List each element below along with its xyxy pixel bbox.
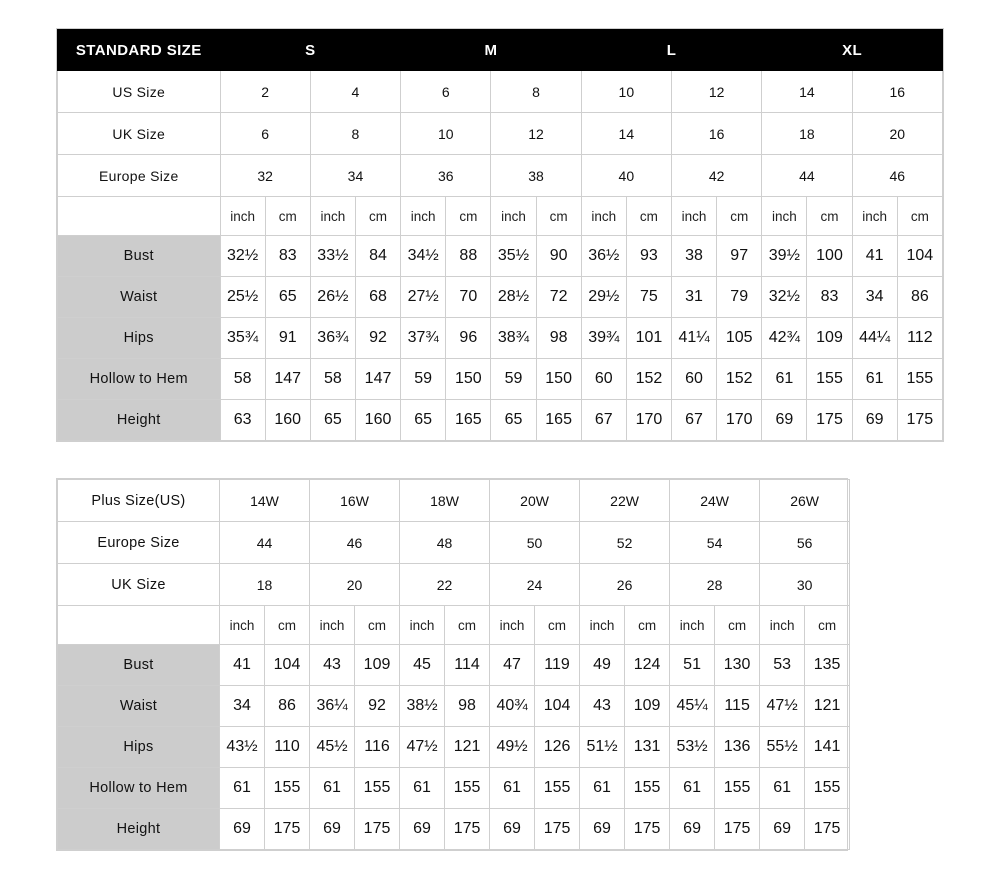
row-label-plus-size-us: Plus Size(US) (58, 480, 220, 522)
unit-row (58, 197, 943, 236)
cell: 44 (762, 155, 852, 197)
unit-cell: inch (220, 197, 265, 236)
plus-size-grid (57, 479, 850, 850)
unit-cell: cm (897, 197, 942, 236)
cell: 121 (445, 727, 490, 768)
cell: 36¼ (310, 686, 355, 727)
cell: 2 (220, 71, 310, 113)
unit-row-label (58, 606, 220, 645)
cell: 59 (491, 359, 536, 400)
cell: 175 (805, 809, 850, 850)
cell: 18W (400, 480, 490, 522)
unit-cell: cm (715, 606, 760, 645)
cell: 92 (355, 318, 400, 359)
cell: 22W (580, 480, 670, 522)
cell: 155 (535, 768, 580, 809)
table-row (58, 277, 943, 318)
cell: 37¾ (401, 318, 446, 359)
table-row (58, 480, 850, 522)
cell: 10 (401, 113, 491, 155)
cell: 130 (715, 645, 760, 686)
cell: 24 (490, 564, 580, 606)
cell: 49 (580, 645, 625, 686)
standard-title: STANDARD SIZE (58, 30, 221, 71)
cell: 46 (310, 522, 400, 564)
cell: 28 (670, 564, 760, 606)
cell: 58 (310, 359, 355, 400)
cell: 29½ (581, 277, 626, 318)
cell: 165 (536, 400, 581, 441)
cell: 16 (852, 71, 942, 113)
cell: 18 (220, 564, 310, 606)
cell: 47½ (760, 686, 805, 727)
cell: 69 (760, 809, 805, 850)
cell: 147 (355, 359, 400, 400)
cell: 36 (401, 155, 491, 197)
cell: 46 (852, 155, 942, 197)
cell: 67 (581, 400, 626, 441)
cell: 61 (852, 359, 897, 400)
cell: 69 (762, 400, 807, 441)
cell: 53½ (670, 727, 715, 768)
cell: 65 (265, 277, 310, 318)
cell: 34 (852, 277, 897, 318)
cell: 68 (355, 277, 400, 318)
cell: 155 (625, 768, 670, 809)
cell: 60 (671, 359, 716, 400)
unit-cell: inch (310, 606, 355, 645)
cell: 45¼ (670, 686, 715, 727)
row-label-hips-plus: Hips (58, 727, 220, 768)
cell: 97 (717, 236, 762, 277)
cell: 124 (625, 645, 670, 686)
row-label-uk-size-plus: UK Size (58, 564, 220, 606)
cell: 58 (220, 359, 265, 400)
unit-cell: inch (310, 197, 355, 236)
cell: 150 (446, 359, 491, 400)
cell: 53 (760, 645, 805, 686)
cell: 6 (220, 113, 310, 155)
cell: 26½ (310, 277, 355, 318)
unit-cell: inch (491, 197, 536, 236)
cell: 67 (671, 400, 716, 441)
cell: 175 (807, 400, 852, 441)
size-group-l: L (581, 30, 762, 71)
row-label-bust: Bust (58, 236, 221, 277)
cell: 69 (852, 400, 897, 441)
cell: 84 (355, 236, 400, 277)
cell: 155 (715, 768, 760, 809)
unit-cell: cm (717, 197, 762, 236)
cell: 135 (805, 645, 850, 686)
cell: 109 (625, 686, 670, 727)
row-label-hollow-to-hem-plus: Hollow to Hem (58, 768, 220, 809)
cell: 160 (355, 400, 400, 441)
cell: 109 (807, 318, 852, 359)
cell: 105 (717, 318, 762, 359)
cell: 61 (310, 768, 355, 809)
cell: 32 (220, 155, 310, 197)
cell: 136 (715, 727, 760, 768)
cell: 170 (717, 400, 762, 441)
unit-cell: cm (807, 197, 852, 236)
cell: 20 (852, 113, 942, 155)
cell: 83 (265, 236, 310, 277)
size-group-m: M (401, 30, 582, 71)
cell: 175 (625, 809, 670, 850)
unit-row (58, 606, 850, 645)
cell: 41¼ (671, 318, 716, 359)
cell: 26 (580, 564, 670, 606)
cell: 175 (355, 809, 400, 850)
cell: 83 (807, 277, 852, 318)
unit-cell: inch (670, 606, 715, 645)
row-label-europe-size: Europe Size (58, 155, 221, 197)
cell: 119 (535, 645, 580, 686)
cell: 61 (490, 768, 535, 809)
cell: 90 (536, 236, 581, 277)
cell: 25½ (220, 277, 265, 318)
row-label-hips: Hips (58, 318, 221, 359)
cell: 69 (580, 809, 625, 850)
cell: 104 (897, 236, 942, 277)
cell: 69 (310, 809, 355, 850)
cell: 40 (581, 155, 671, 197)
cell: 88 (446, 236, 491, 277)
unit-cell: inch (401, 197, 446, 236)
cell: 36½ (581, 236, 626, 277)
cell: 10 (581, 71, 671, 113)
row-label-height: Height (58, 400, 221, 441)
cell: 69 (400, 809, 445, 850)
table-row (58, 71, 943, 113)
cell: 70 (446, 277, 491, 318)
cell: 14 (581, 113, 671, 155)
cell: 92 (355, 686, 400, 727)
cell: 109 (355, 645, 400, 686)
cell: 30 (760, 564, 850, 606)
cell: 6 (401, 71, 491, 113)
cell: 63 (220, 400, 265, 441)
cell: 12 (671, 71, 761, 113)
size-group-xl: XL (762, 30, 943, 71)
unit-cell: cm (445, 606, 490, 645)
cell: 110 (265, 727, 310, 768)
cell: 45 (400, 645, 445, 686)
cell: 131 (625, 727, 670, 768)
cell: 79 (717, 277, 762, 318)
cell: 96 (446, 318, 491, 359)
cell: 69 (490, 809, 535, 850)
cell: 165 (446, 400, 491, 441)
unit-cell: cm (265, 197, 310, 236)
cell: 54 (670, 522, 760, 564)
cell: 86 (265, 686, 310, 727)
cell: 101 (626, 318, 671, 359)
cell: 40¾ (490, 686, 535, 727)
table-row (58, 809, 850, 850)
cell: 152 (626, 359, 671, 400)
cell: 69 (220, 809, 265, 850)
cell: 32½ (220, 236, 265, 277)
row-label-hollow-to-hem: Hollow to Hem (58, 359, 221, 400)
cell: 104 (535, 686, 580, 727)
cell: 32½ (762, 277, 807, 318)
row-label-europe-size-plus: Europe Size (58, 522, 220, 564)
cell: 43 (310, 645, 355, 686)
cell: 155 (445, 768, 490, 809)
standard-size-grid (57, 29, 943, 441)
table-row (58, 359, 943, 400)
cell: 160 (265, 400, 310, 441)
cell: 61 (760, 768, 805, 809)
cell: 42¾ (762, 318, 807, 359)
cell: 155 (897, 359, 942, 400)
cell: 170 (626, 400, 671, 441)
cell: 65 (401, 400, 446, 441)
standard-header-row (58, 30, 943, 71)
cell: 104 (265, 645, 310, 686)
table-row (58, 113, 943, 155)
cell: 34 (310, 155, 400, 197)
table-row (58, 236, 943, 277)
cell: 39¾ (581, 318, 626, 359)
cell: 8 (310, 113, 400, 155)
row-label-waist: Waist (58, 277, 221, 318)
cell: 86 (897, 277, 942, 318)
unit-cell: inch (762, 197, 807, 236)
cell: 93 (626, 236, 671, 277)
cell: 121 (805, 686, 850, 727)
cell: 39½ (762, 236, 807, 277)
table-row (58, 318, 943, 359)
cell: 42 (671, 155, 761, 197)
cell: 98 (445, 686, 490, 727)
cell: 126 (535, 727, 580, 768)
cell: 98 (536, 318, 581, 359)
standard-size-table (56, 28, 944, 442)
cell: 49½ (490, 727, 535, 768)
cell: 16 (671, 113, 761, 155)
cell: 50 (490, 522, 580, 564)
unit-cell: cm (625, 606, 670, 645)
cell: 155 (805, 768, 850, 809)
cell: 41 (852, 236, 897, 277)
cell: 150 (536, 359, 581, 400)
cell: 14 (762, 71, 852, 113)
table-row (58, 522, 850, 564)
cell: 61 (220, 768, 265, 809)
cell: 75 (626, 277, 671, 318)
unit-cell: cm (805, 606, 850, 645)
cell: 26W (760, 480, 850, 522)
cell: 115 (715, 686, 760, 727)
cell: 59 (401, 359, 446, 400)
cell: 14W (220, 480, 310, 522)
cell: 47½ (400, 727, 445, 768)
cell: 12 (491, 113, 581, 155)
cell: 22 (400, 564, 490, 606)
unit-cell: cm (535, 606, 580, 645)
cell: 41 (220, 645, 265, 686)
cell: 48 (400, 522, 490, 564)
cell: 36¾ (310, 318, 355, 359)
row-label-height-plus: Height (58, 809, 220, 850)
table-row (58, 768, 850, 809)
plus-size-table (56, 478, 848, 851)
unit-cell: cm (626, 197, 671, 236)
unit-cell: inch (580, 606, 625, 645)
cell: 27½ (401, 277, 446, 318)
cell: 147 (265, 359, 310, 400)
cell: 38 (491, 155, 581, 197)
row-label-us-size: US Size (58, 71, 221, 113)
cell: 100 (807, 236, 852, 277)
cell: 44 (220, 522, 310, 564)
cell: 34½ (401, 236, 446, 277)
unit-cell: inch (760, 606, 805, 645)
unit-cell: cm (446, 197, 491, 236)
cell: 33½ (310, 236, 355, 277)
cell: 28½ (491, 277, 536, 318)
cell: 38½ (400, 686, 445, 727)
unit-cell: inch (852, 197, 897, 236)
cell: 4 (310, 71, 400, 113)
cell: 16W (310, 480, 400, 522)
unit-cell: inch (581, 197, 626, 236)
cell: 34 (220, 686, 265, 727)
cell: 38 (671, 236, 716, 277)
unit-cell: cm (355, 606, 400, 645)
cell: 24W (670, 480, 760, 522)
cell: 61 (670, 768, 715, 809)
cell: 20 (310, 564, 400, 606)
cell: 175 (715, 809, 760, 850)
cell: 65 (310, 400, 355, 441)
unit-cell: inch (220, 606, 265, 645)
cell: 61 (400, 768, 445, 809)
cell: 91 (265, 318, 310, 359)
table-row (58, 686, 850, 727)
cell: 44¼ (852, 318, 897, 359)
cell: 43 (580, 686, 625, 727)
cell: 175 (445, 809, 490, 850)
cell: 61 (580, 768, 625, 809)
table-row (58, 645, 850, 686)
cell: 35¾ (220, 318, 265, 359)
cell: 18 (762, 113, 852, 155)
cell: 175 (535, 809, 580, 850)
cell: 155 (265, 768, 310, 809)
row-label-uk-size: UK Size (58, 113, 221, 155)
cell: 8 (491, 71, 581, 113)
unit-cell: inch (490, 606, 535, 645)
unit-cell: cm (536, 197, 581, 236)
cell: 60 (581, 359, 626, 400)
cell: 116 (355, 727, 400, 768)
cell: 155 (355, 768, 400, 809)
row-label-bust-plus: Bust (58, 645, 220, 686)
size-group-s: S (220, 30, 401, 71)
cell: 31 (671, 277, 716, 318)
cell: 72 (536, 277, 581, 318)
unit-row-label (58, 197, 221, 236)
cell: 141 (805, 727, 850, 768)
table-row (58, 400, 943, 441)
cell: 51 (670, 645, 715, 686)
cell: 35½ (491, 236, 536, 277)
unit-cell: cm (355, 197, 400, 236)
unit-cell: cm (265, 606, 310, 645)
cell: 52 (580, 522, 670, 564)
cell: 55½ (760, 727, 805, 768)
cell: 175 (265, 809, 310, 850)
table-row (58, 155, 943, 197)
cell: 56 (760, 522, 850, 564)
unit-cell: inch (671, 197, 716, 236)
cell: 51½ (580, 727, 625, 768)
cell: 155 (807, 359, 852, 400)
cell: 38¾ (491, 318, 536, 359)
cell: 112 (897, 318, 942, 359)
cell: 47 (490, 645, 535, 686)
cell: 69 (670, 809, 715, 850)
cell: 175 (897, 400, 942, 441)
cell: 152 (717, 359, 762, 400)
table-row (58, 727, 850, 768)
cell: 114 (445, 645, 490, 686)
cell: 20W (490, 480, 580, 522)
cell: 65 (491, 400, 536, 441)
table-row (58, 564, 850, 606)
cell: 45½ (310, 727, 355, 768)
unit-cell: inch (400, 606, 445, 645)
row-label-waist-plus: Waist (58, 686, 220, 727)
cell: 61 (762, 359, 807, 400)
cell: 43½ (220, 727, 265, 768)
